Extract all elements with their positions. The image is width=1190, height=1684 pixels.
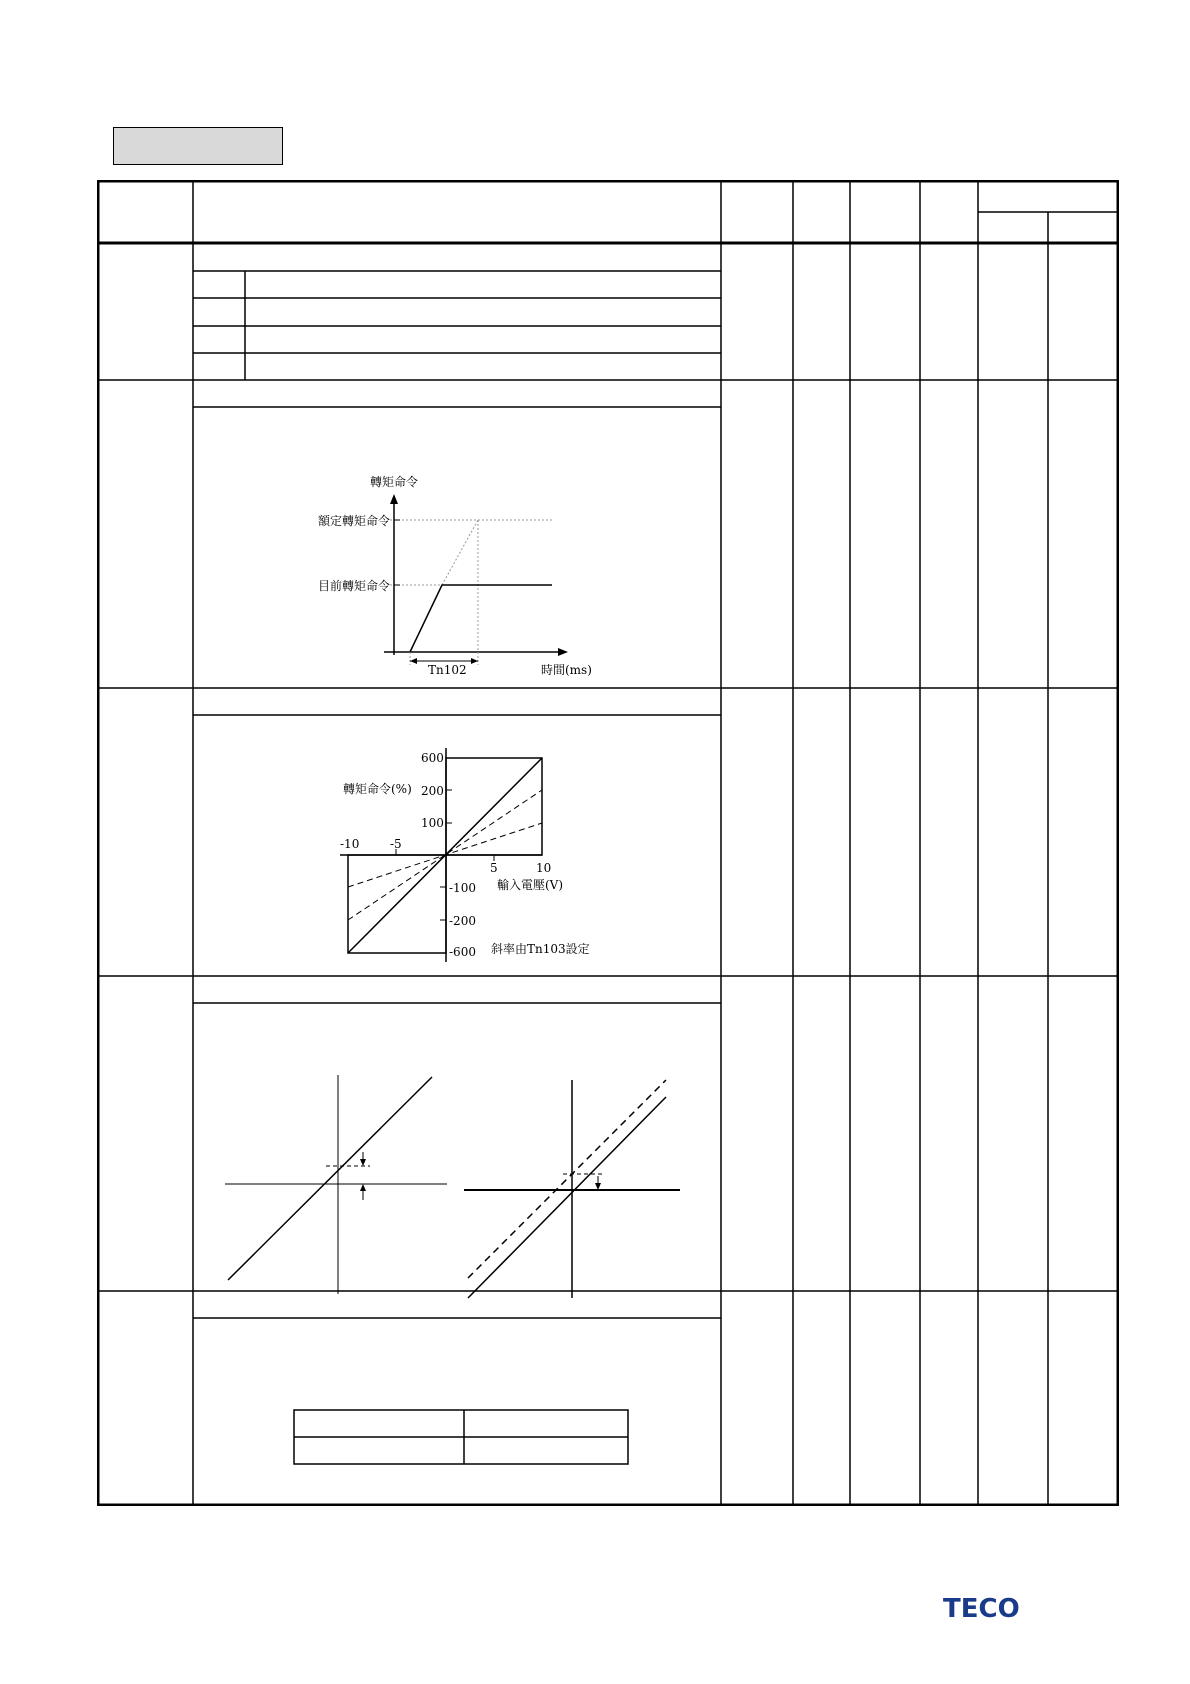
right-arrowhead-down — [595, 1183, 601, 1190]
tick-label-600: 600 — [421, 751, 444, 765]
teco-logo: TECO — [943, 1594, 1020, 1624]
tn-arrow-right — [471, 658, 478, 664]
right-solid-line — [468, 1097, 666, 1298]
ramp-xlabel: 時間(ms) — [541, 663, 592, 677]
ramp-y-arrow — [390, 494, 398, 504]
ramp-x-arrow — [558, 648, 568, 656]
torque-ramp-line — [410, 585, 552, 652]
chart2-xlabel: 輸入電壓(V) — [497, 878, 564, 892]
section-title-box — [113, 127, 283, 165]
ramp-ylabel: 轉矩命令 — [370, 475, 419, 489]
tick-label-neg10: -10 — [340, 837, 360, 851]
tick-label-100: 100 — [421, 816, 444, 830]
rated-ramp-dotted — [442, 520, 478, 585]
tick-label-neg200: -200 — [449, 914, 476, 928]
parameter-table — [97, 180, 1119, 1506]
tick-label-10: 10 — [536, 861, 552, 875]
tick-label-neg100: -100 — [449, 881, 476, 895]
offset-diagrams — [225, 1075, 680, 1298]
tick-label-200: 200 — [421, 784, 444, 798]
tick-label-neg5: -5 — [390, 837, 402, 851]
tick-label-neg600: -600 — [449, 945, 476, 959]
small-table — [294, 1410, 628, 1464]
tick-label-5: 5 — [490, 861, 498, 875]
tn-label: Tn102 — [428, 663, 467, 677]
left-arrowhead-down — [360, 1159, 366, 1166]
left-offset-line — [228, 1077, 432, 1280]
tn-arrow-left — [410, 658, 417, 664]
chart2-note: 斜率由Tn103設定 — [491, 942, 590, 956]
left-arrowhead-up — [360, 1184, 366, 1191]
current-label: 目前轉矩命令 — [318, 579, 391, 593]
torque-voltage-chart — [340, 748, 590, 962]
offset-diagram-left — [225, 1075, 447, 1294]
torque-ramp-chart — [318, 474, 592, 677]
chart2-ylabel: 轉矩命令(%) — [343, 782, 412, 796]
right-dashed-line — [468, 1080, 666, 1278]
rated-label: 額定轉矩命令 — [318, 514, 391, 528]
offset-diagram-right — [464, 1080, 680, 1298]
